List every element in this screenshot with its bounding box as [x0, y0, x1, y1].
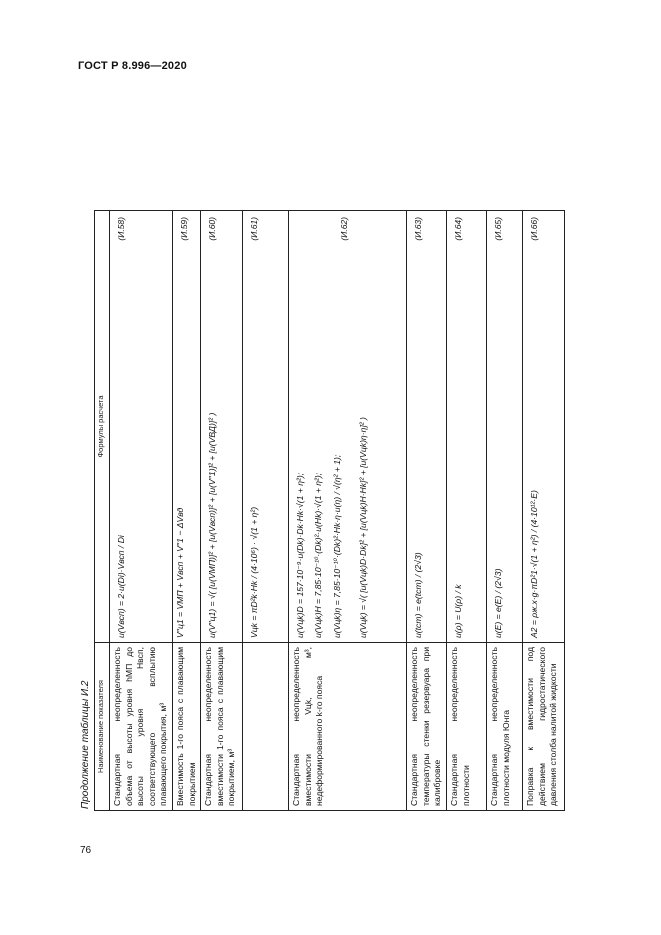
row-name: Стандартная неопределенность температуры стенки резервуара при калибровке — [407, 643, 447, 811]
formula-number: (И.62) — [339, 217, 350, 241]
formula-number: (И.58) — [116, 217, 126, 241]
formula: u(V′′ц1) = √( [u(VМП)]² + [u(Vвсп)]² + [u(V′′1)]² + [u(VВД)]² ) — [207, 412, 218, 638]
row-formula — [523, 211, 565, 643]
formula-number: (И.63) — [413, 217, 424, 241]
formula-table — [94, 210, 565, 811]
row-formula — [243, 211, 289, 643]
formula: u(ρ) = U(ρ) / k — [453, 584, 464, 638]
row-formula — [201, 211, 243, 643]
row-name: Стандартная неопределенность плотности модуля Юнга — [487, 643, 523, 811]
column-header-name: Наименование показателя — [95, 643, 110, 811]
table-row — [487, 211, 523, 811]
row-name: Стандартная неопределенность вместимости Vцk, м³, недеформированного k-го пояса — [289, 643, 407, 811]
table-row — [523, 211, 565, 811]
row-name: Стандартная неопределенность объема от высоты уровня hМП до высоты уровня Hвсп, соответствующего всплытию плавающего покрытия, м³ — [110, 643, 173, 811]
formula: V′′ц1 = VМП + Vвсп + V′′1 − ΔVвд — [174, 507, 185, 638]
row-formula — [172, 211, 200, 643]
formula: u(E) = e(E) / (2√3) — [493, 568, 504, 638]
formula: u(tст) = e(tст) / (2√3) — [413, 552, 424, 638]
formula-number: (И.66) — [529, 217, 540, 241]
rotated-table-page — [78, 211, 559, 857]
formula-number: (И.64) — [453, 217, 464, 241]
table-header-row — [95, 211, 110, 811]
formula: u(Vцk)D = 157·10⁻⁹·u(Dk)·Dk·Hk·√(1 + η²); — [295, 472, 306, 638]
page-number: 76 — [80, 845, 92, 856]
row-name — [243, 643, 289, 811]
table-row — [243, 211, 289, 811]
formula: A2 = ρж.х·g·πD²1·√(1 + η²) / (4·10¹²·E) — [529, 490, 540, 638]
standard-designation: ГОСТ Р 8.996—2020 — [78, 60, 187, 72]
row-formula — [110, 211, 173, 643]
formula: u(Vцk) = √( [u(Vцk)D·Dk]² + [u(Vцk)H·Hk]² + [u(Vцk)η·η]² ) — [357, 417, 368, 638]
row-formula — [487, 211, 523, 643]
table-row — [289, 211, 407, 811]
formula-number: (И.61) — [249, 217, 260, 241]
formula-number: (И.60) — [207, 217, 218, 241]
table-row — [201, 211, 243, 811]
column-header-formulas: Формулы расчета — [95, 211, 110, 643]
table-row — [407, 211, 447, 811]
row-formula — [407, 211, 447, 643]
table-row — [172, 211, 200, 811]
formula-number: (И.59) — [178, 217, 189, 241]
table-row — [447, 211, 487, 811]
row-formula — [447, 211, 487, 643]
formula: u(Vцk)H = 7,85·10⁻¹⁰·(Dk)²·u(Hk)·√(1 + η²); — [312, 472, 323, 638]
table-continuation-label: Продолжение таблицы И.2 — [80, 680, 91, 809]
formula: u(Vцk)η = 7,85·10⁻¹⁰·(Dk)²·Hk·η·u(η) / √(η² + 1); — [332, 454, 343, 638]
row-formula — [289, 211, 407, 643]
formula: Vцk = πD²k·Hk / (4·10⁶) · √(1 + η²) — [249, 506, 260, 638]
table-row — [110, 211, 173, 811]
formula-number: (И.65) — [493, 217, 504, 241]
row-name: Стандартная неопределенность плотности — [447, 643, 487, 811]
row-name: Поправка к вместимости под действием гидростатического давления столба налитой жидкости — [523, 643, 565, 811]
row-name: Стандартная неопределенность вместимости 1-го пояса с плавающим покрытием, м³ — [201, 643, 243, 811]
formula: u(Vвсп) = 2·u(Di)·Vвсп / Di — [116, 535, 126, 638]
row-name: Вместимость 1-го пояса с плавающим покрытием — [172, 643, 200, 811]
